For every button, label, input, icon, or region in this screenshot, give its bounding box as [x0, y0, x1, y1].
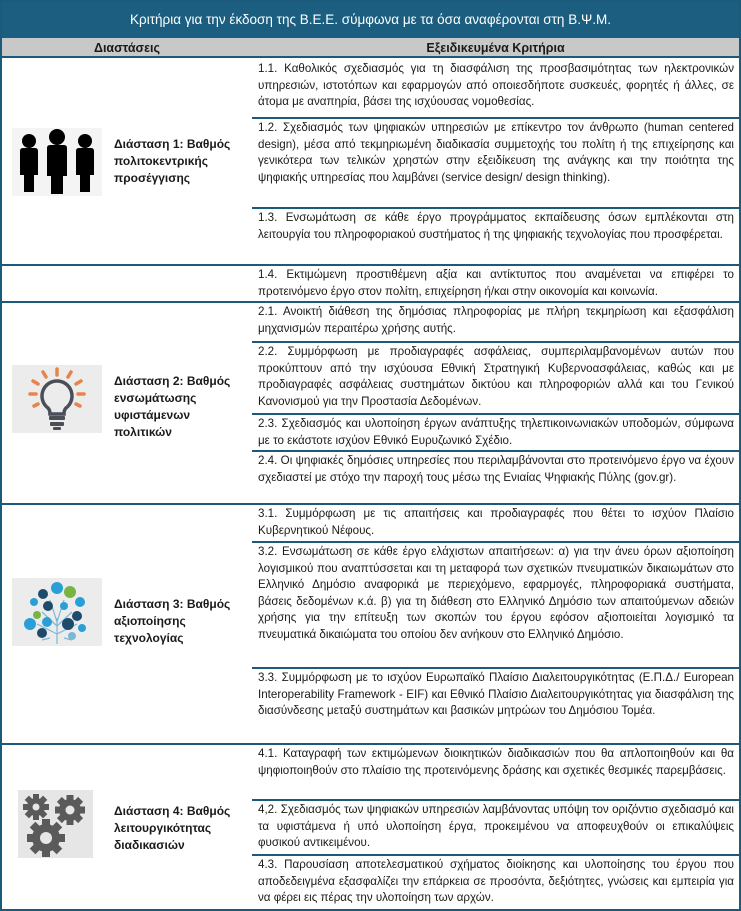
criterion-1-2: 1.2. Σχεδιασμός των ψηφιακών υπηρεσιών με επίκεντρο τον άνθρωπο (human centered design), μέσα από τεκμηριωμένη διαδικασία συμμετοχής του πολίτη ή της επιχείρησης και γενικότερα των τελικών χρηστών στην εξειδίκευση της ανάγκης και την ποιότητα της ψηφιακής υπηρεσίας που λαμβάνει (service design/ design thinking).: [252, 117, 739, 207]
dimension-1-cell: [2, 60, 252, 260]
criterion-2-3: 2.3. Σχεδιασμός και υλοποίηση έργων ανάπτυξης τηλεπικοινωνιακών υποδομών, σύμφωνα με το εκάστοτε ισχύον Εθνικό Ευρυζωνικό Σχέδιο.: [252, 413, 739, 450]
dimension-4-label: Διάσταση 4: Βαθμός λειτουργικότητας διαδικασιών: [114, 804, 231, 852]
lightbulb-icon: [12, 365, 102, 433]
technology-tree-icon: [12, 578, 102, 646]
dimension-3-cell: [2, 505, 252, 743]
dimension-2-label: Διάσταση 2: Βαθμός ενσωμάτωσης υφιστάμενων πολιτικών: [114, 374, 231, 439]
table-header-row: [2, 38, 739, 58]
criterion-3-2: 3.2. Ενσωμάτωση σε κάθε έργο ελάχιστων απαιτήσεων: α) για την άνευ όρων αξιοποίηση λογισμικού που αναπτύσσεται και τη μεταφορά των σχετικών πνευματικών δικαιωμάτων στο Ελληνικό Δημόσιο αναφορικά με περιεχόμενο, εφαρμογές, πληροφοριακά συστήματα, βάσεις δεδομένων κ.ά. β) για τη διάθεση στο Ελληνικό Δημόσιο των απαιτούμενων αδειών χρήσης για την επίτευξη των σκοπών του έργου εφόσον αξιοποιείται λογισμικό τα πνευματικά δικαιώματα του οποίου δεν ανήκουν στο Ελληνικό Δημόσιο.: [252, 541, 739, 667]
criterion-2-1: 2.1. Ανοικτή διάθεση της δημόσιας πληροφορίας με πλήρη τεκμηρίωση και εξασφάλιση μηχανισμών περαιτέρω χρήσης αυτής.: [258, 305, 734, 335]
criterion-1-1: 1.1. Καθολικός σχεδιασμός για τη διασφάλιση της προσβασιμότητας των ηλεκτρονικών υπηρεσιών, ιστοτόπων και εφαρμογών από οποιεσδήποτε συσκευές, φορητές ή άλλες, σε άτομα με αναπηρία, βάσει της ισχύουσας νομοθεσίας.: [258, 62, 734, 108]
dimension-2-cell: [2, 303, 252, 503]
criterion-1-3: 1.3. Ενσωμάτωση σε κάθε έργο προγράμματος εκπαίδευσης όσων εμπλέκονται στη λειτουργία του πληροφοριακού συστήματος ή της ψηφιακής τεχνολογίας που προσφέρεται.: [252, 207, 739, 264]
gears-icon: [18, 790, 93, 858]
header-dimensions: Διαστάσεις: [93, 41, 161, 55]
criterion-3-3: 3.3. Συμμόρφωση με το ισχύον Ευρωπαϊκό Πλαίσιο Διαλειτουργικότητας (Ε.Π.Δ./ European Interoperability Framework - EIF) και Εθνικό Πλαίσιο Διαλειτουργικότητας για διασφάλιση της διασύνδεσης μεταξύ συστημάτων και βασικών μητρώων του Δημόσιου Τομέα.: [252, 667, 739, 744]
criterion-3-1: 3.1. Συμμόρφωση με τις απαιτήσεις και προδιαγραφές που θέτει το ισχύον Πλαίσιο Κυβερνητικού Νέφους.: [258, 507, 734, 537]
header-criteria: Εξειδικευμένα Κριτήρια: [426, 41, 565, 55]
criterion-2-4: 2.4. Οι ψηφιακές δημόσιες υπηρεσίες που περιλαμβάνονται στο προτεινόμενο έργο να έχουν σχεδιαστεί με στόχο την παροχή τους μέσω της Ενιαίας Ψηφιακής Πύλης (gov.gr).: [252, 450, 739, 504]
people-group-icon: [12, 128, 102, 196]
dimension-1-label: Διάσταση 1: Βαθμός πολιτοκεντρικής προσέγγισης: [114, 137, 231, 185]
criterion-1-4: 1.4. Εκτιμώμενη προστιθέμενη αξία και αντίκτυπος που αναμένεται να επιφέρει το προτεινόμενο έργο στον πολίτη, επιχείρηση ή/και στην οικονομία και κοινωνία.: [258, 268, 734, 298]
criterion-4-3: 4.3. Παρουσίαση αποτελεσματικού σχήματος διοίκησης και υλοποίησης του έργου που αποδεδειγμένα εξασφαλίζει την επάρκεια σε προσόντα, δεξιότητες, γνώσεις και εμπειρία για να φέρει εις πέρας την υλοποίηση των αρχών.: [252, 854, 739, 911]
criterion-4-2: 4,2. Σχεδιασμός των ψηφιακών υπηρεσιών λαμβάνοντας υπόψη τον οριζόντιο σχεδιασμό και τα υφιστάμενα ή υπό υλοποίηση έργα, προκειμένου να αποφευχθούν οι επικαλύψεις φυσικού αντικειμένου.: [252, 799, 739, 854]
dimension-3-label: Διάσταση 3: Βαθμός αξιοποίησης τεχνολογίας: [114, 597, 231, 645]
criterion-4-1: 4.1. Καταγραφή των εκτιμώμενων διοικητικών διαδικασιών που θα απλοποιηθούν και θα ψηφιοποιηθούν στο πλαίσιο της προτεινόμενης δράσης και σχετικές θεσμικές παρεμβάσεις.: [258, 747, 734, 777]
dimension-4-cell: [2, 745, 252, 911]
criterion-2-2: 2.2. Συμμόρφωση με προδιαγραφές ασφάλειας, συμπεριλαμβανομένων αυτών που προκύπτουν από την ισχύουσα Εθνική Στρατηγική Κυβερνοασφάλειας, καθώς και με προδιαγραφές ασφάλειας συστημάτων δικτύου και πληροφοριών αλλά και του Γενικού Κανονισμού για την Προστασία Δεδομένων.: [252, 341, 739, 413]
table-title: Κριτήρια για την έκδοση της Β.Ε.Ε. σύμφωνα με τα όσα αναφέρονται στη Β.Ψ.Μ.: [2, 2, 739, 38]
